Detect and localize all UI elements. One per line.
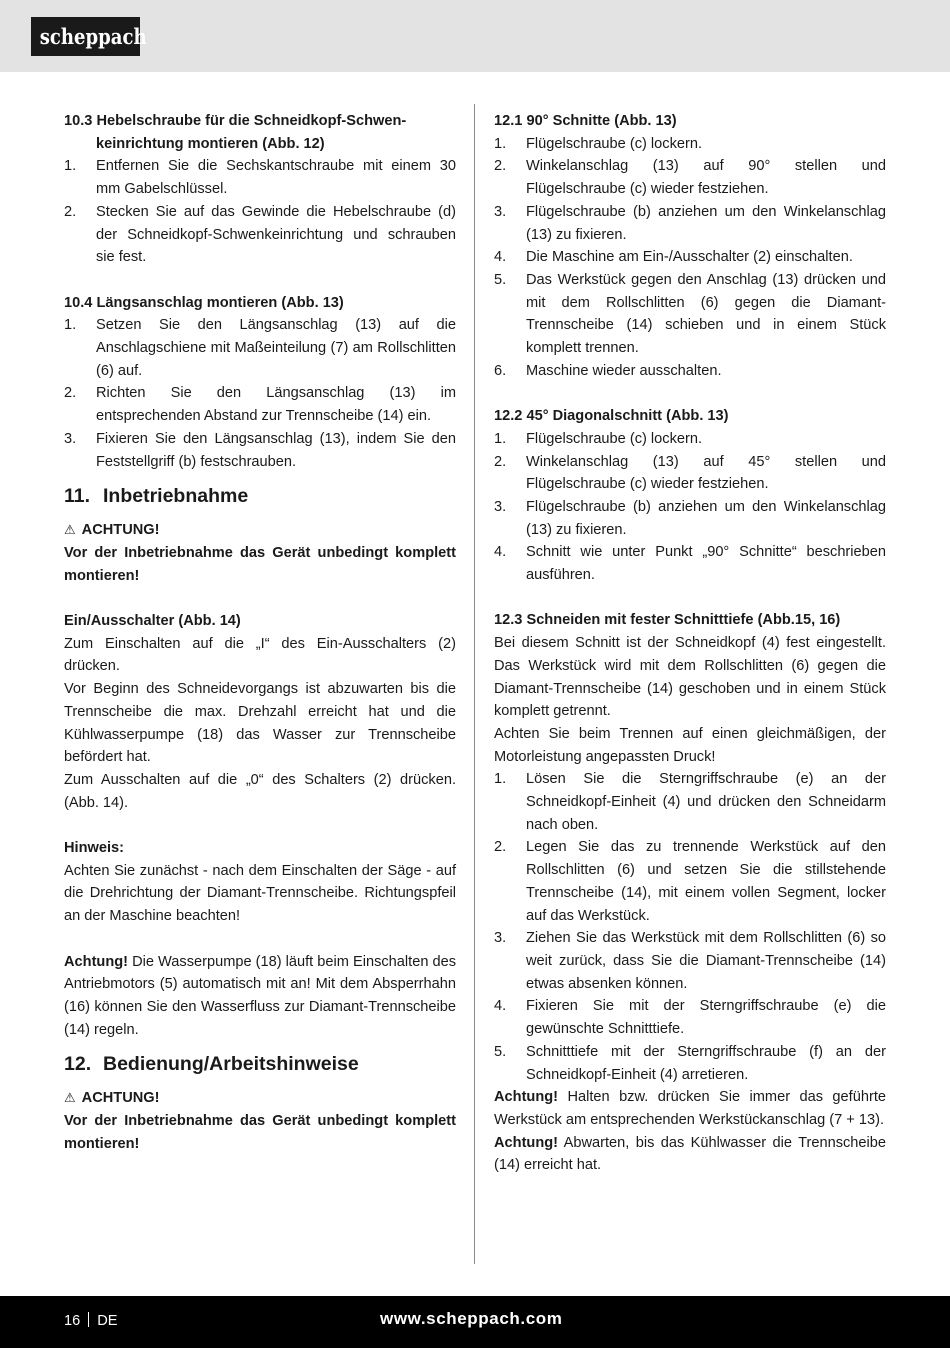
list-item (494, 1041, 886, 1086)
switch-title: Ein/Ausschalter (Abb. 14) (64, 613, 241, 630)
left-column (64, 110, 456, 1155)
warning-triangle-icon: ⚠ (64, 1090, 76, 1106)
list-item (494, 995, 886, 1040)
list-item-number: 2. (494, 839, 507, 856)
list-item-number: 3. (64, 430, 77, 447)
right-column (494, 110, 886, 1177)
list-item (64, 382, 456, 427)
hint-text: Achten Sie zunächst - nach dem Einschalten der Säge - auf die Drehrichtung der Diamant-Trennscheibe. Richtungspfeil an der Maschine beachten! (64, 862, 456, 925)
warning-2: ⚠ ACHTUNG! (64, 1087, 456, 1110)
switch-paragraph-3: Zum Ausschalten auf die „0“ des Schalters (2) drücken. (Abb. 14). (64, 771, 456, 811)
list-item (494, 269, 886, 360)
caution-note-2: Achtung! Abwarten, bis das Kühlwasser die Trennscheibe (14) erreicht hat. (494, 1134, 886, 1174)
list-item-text: Winkelanschlag (13) auf 90° stellen und Flügelschraube (c) wieder festziehen. (526, 158, 886, 198)
list-item (494, 201, 886, 246)
list-item-number: 1. (64, 317, 77, 334)
list-item-text: Fixieren Sie mit der Sterngriffschraube (e) die gewünschte Schnitttiefe. (526, 998, 886, 1038)
list-item-number: 2. (494, 158, 507, 175)
website-url[interactable]: www.scheppach.com (380, 1309, 563, 1328)
list-item (64, 314, 456, 382)
list-item-number: 3. (494, 498, 507, 515)
list-item-text: Das Werkstück gegen den Anschlag (13) drücken und mit dem Rollschlitten (6) gegen die Diamant-Trennscheibe (14) schieben und in einem Stück komplett trennen. (526, 271, 886, 357)
list-item-number: 5. (494, 1043, 507, 1060)
section-12-2-list (494, 428, 886, 587)
list-item (494, 428, 886, 451)
list-item-number: 1. (494, 430, 507, 447)
section-10-3-list (64, 155, 456, 269)
section-12-3-title: 12.3 Schneiden mit fester Schnitttiefe (Abb.15, 16) (494, 612, 841, 629)
list-item (494, 927, 886, 995)
warning-triangle-icon: ⚠ (64, 522, 76, 538)
list-item (494, 496, 886, 541)
list-item-text: Ziehen Sie das Werkstück mit dem Rollschlitten (6) so weit zurück, dass Sie die Diamant-Trennscheibe (14) etwas absenken können. (526, 930, 886, 992)
list-item-number: 3. (494, 203, 507, 220)
section-10-4-title: 10.4 Längsanschlag montieren (Abb. 13) (64, 294, 344, 311)
list-item-text: Flügelschraube (b) anziehen um den Winkelanschlag (13) zu fixieren. (526, 498, 886, 538)
list-item-text: Flügelschraube (c) lockern. (526, 430, 703, 447)
page-header (0, 0, 950, 72)
section-12-1-title: 12.1 90° Schnitte (Abb. 13) (494, 113, 677, 129)
list-item (494, 541, 886, 586)
hint-title: Hinweis: (64, 840, 125, 857)
list-item (494, 360, 886, 383)
warning-1-text: Vor der Inbetriebnahme das Gerät unbedingt komplett montieren! (64, 544, 456, 584)
list-item-number: 1. (494, 771, 507, 788)
list-item-text: Flügelschraube (c) lockern. (526, 135, 703, 152)
list-item-number: 5. (494, 271, 507, 288)
caution-note-1: Achtung! Halten bzw. drücken Sie immer das geführte Werkstück am entsprechenden Werkstückanschlag (7 + 13). (494, 1089, 886, 1128)
list-item-text: Fixieren Sie den Längsanschlag (13), indem Sie den Feststellgriff (b) festschrauben. (96, 430, 456, 470)
list-item (494, 133, 886, 156)
section-12-3-paragraph-1: Bei diesem Schnitt ist der Schneidkopf (4) fest eingestellt. Das Werkstück wird mit dem Rollschlitten (6) gegen die Diamant-Trennscheibe (14) geschoben und in einem Stück komplett getrennt. (494, 635, 886, 720)
page-number: 16 DE (64, 1313, 118, 1329)
list-item-number: 6. (494, 362, 507, 379)
list-item-number: 2. (64, 385, 77, 402)
list-item-number: 1. (494, 135, 507, 152)
list-item-text: Richten Sie den Längsanschlag (13) im entsprechenden Abstand zur Trennscheibe (14) ein. (96, 385, 456, 425)
section-10-4-list (64, 314, 456, 473)
list-item-text: Entfernen Sie die Sechskantschraube mit einem 30 mm Gabelschlüssel. (96, 158, 456, 198)
list-item-text: Stecken Sie auf das Gewinde die Hebelschraube (d) der Schneidkopf-Schwenkeinrichtung und schrauben sie fest. (96, 203, 456, 266)
pump-note: Achtung! Die Wasserpumpe (18) läuft beim Einschalten des Antriebmotors (5) automatisch mit an! Mit dem Absperrhahn (16) können Sie den Wasserfluss zur Diamant-Trennscheibe (14) regeln. (64, 953, 457, 1038)
page-footer (0, 1296, 950, 1348)
list-item-number: 2. (494, 453, 507, 470)
list-item-text: Legen Sie das zu trennende Werkstück auf den Rollschlitten (6) und setzen Sie die stillstehende Trennscheibe (14), mit einem vollen Segment, locker auf das Werkstück. (526, 839, 886, 924)
switch-paragraph-2: Vor Beginn des Schneidevorgangs ist abzuwarten bis die Trennscheibe die max. Drehzahl erreicht hat und die Kühlwasserpumpe (18) das Wasser zur Trennscheibe befördert hat. (64, 681, 456, 766)
warning-1: ⚠ ACHTUNG! (64, 519, 456, 542)
list-item-text: Schnitttiefe mit der Sterngriffschraube (f) an der Schneidkopf-Einheit (4) arretieren. (526, 1043, 886, 1083)
list-item-number: 2. (64, 203, 77, 220)
list-item (494, 155, 886, 200)
section-10-3-title: 10.3 Hebelschraube für die Schneidkopf-Schwen- keinrichtung montieren (Abb. 12) (64, 113, 407, 152)
list-item-number: 4. (494, 544, 507, 561)
list-item-number: 4. (494, 249, 507, 266)
list-item-number: 1. (64, 158, 77, 175)
list-item (494, 836, 886, 927)
list-item-text: Lösen Sie die Sterngriffschraube (e) an der Schneidkopf-Einheit (4) und drücken den Schneidarm nach oben. (526, 771, 886, 833)
scheppach-logo: scheppach (31, 17, 140, 56)
list-item-text: Winkelanschlag (13) auf 45° stellen und Flügelschraube (c) wieder festziehen. (526, 453, 886, 493)
list-item (64, 155, 456, 200)
list-item-text: Die Maschine am Ein-/Ausschalter (2) einschalten. (526, 249, 853, 266)
section-12-3-paragraph-2: Achten Sie beim Trennen auf einen gleichmäßigen, der Motorleistung angepassten Druck! (494, 725, 886, 765)
list-item-text: Flügelschraube (b) anziehen um den Winkelanschlag (13) zu fixieren. (526, 203, 886, 243)
section-12-3-list (494, 768, 886, 1086)
switch-paragraph-1: Zum Einschalten auf die „I“ des Ein-Ausschalters (2) drücken. (64, 635, 456, 675)
list-item-text: Setzen Sie den Längsanschlag (13) auf die Anschlagschiene mit Maßeinteilung (7) am Rollschlitten (6) auf. (96, 317, 456, 379)
list-item-number: 4. (494, 998, 507, 1015)
list-item-text: Maschine wieder ausschalten. (526, 362, 722, 379)
heading-11: 11. Inbetriebnahme (64, 485, 249, 508)
list-item (64, 428, 456, 473)
section-12-2-title: 12.2 45° Diagonalschnitt (Abb. 13) (494, 408, 729, 425)
list-item (64, 201, 456, 269)
list-item (494, 451, 886, 496)
list-item (494, 246, 886, 269)
section-12-1-list (494, 133, 886, 383)
list-item (494, 768, 886, 836)
list-item-text: Schnitt wie unter Punkt „90° Schnitte“ beschrieben ausführen. (526, 544, 886, 584)
column-divider (474, 104, 475, 1264)
list-item-number: 3. (494, 930, 507, 947)
warning-2-text: Vor der Inbetriebnahme das Gerät unbedingt komplett montieren! (64, 1113, 456, 1152)
heading-12: 12. Bedienung/Arbeitshinweise (64, 1053, 359, 1076)
